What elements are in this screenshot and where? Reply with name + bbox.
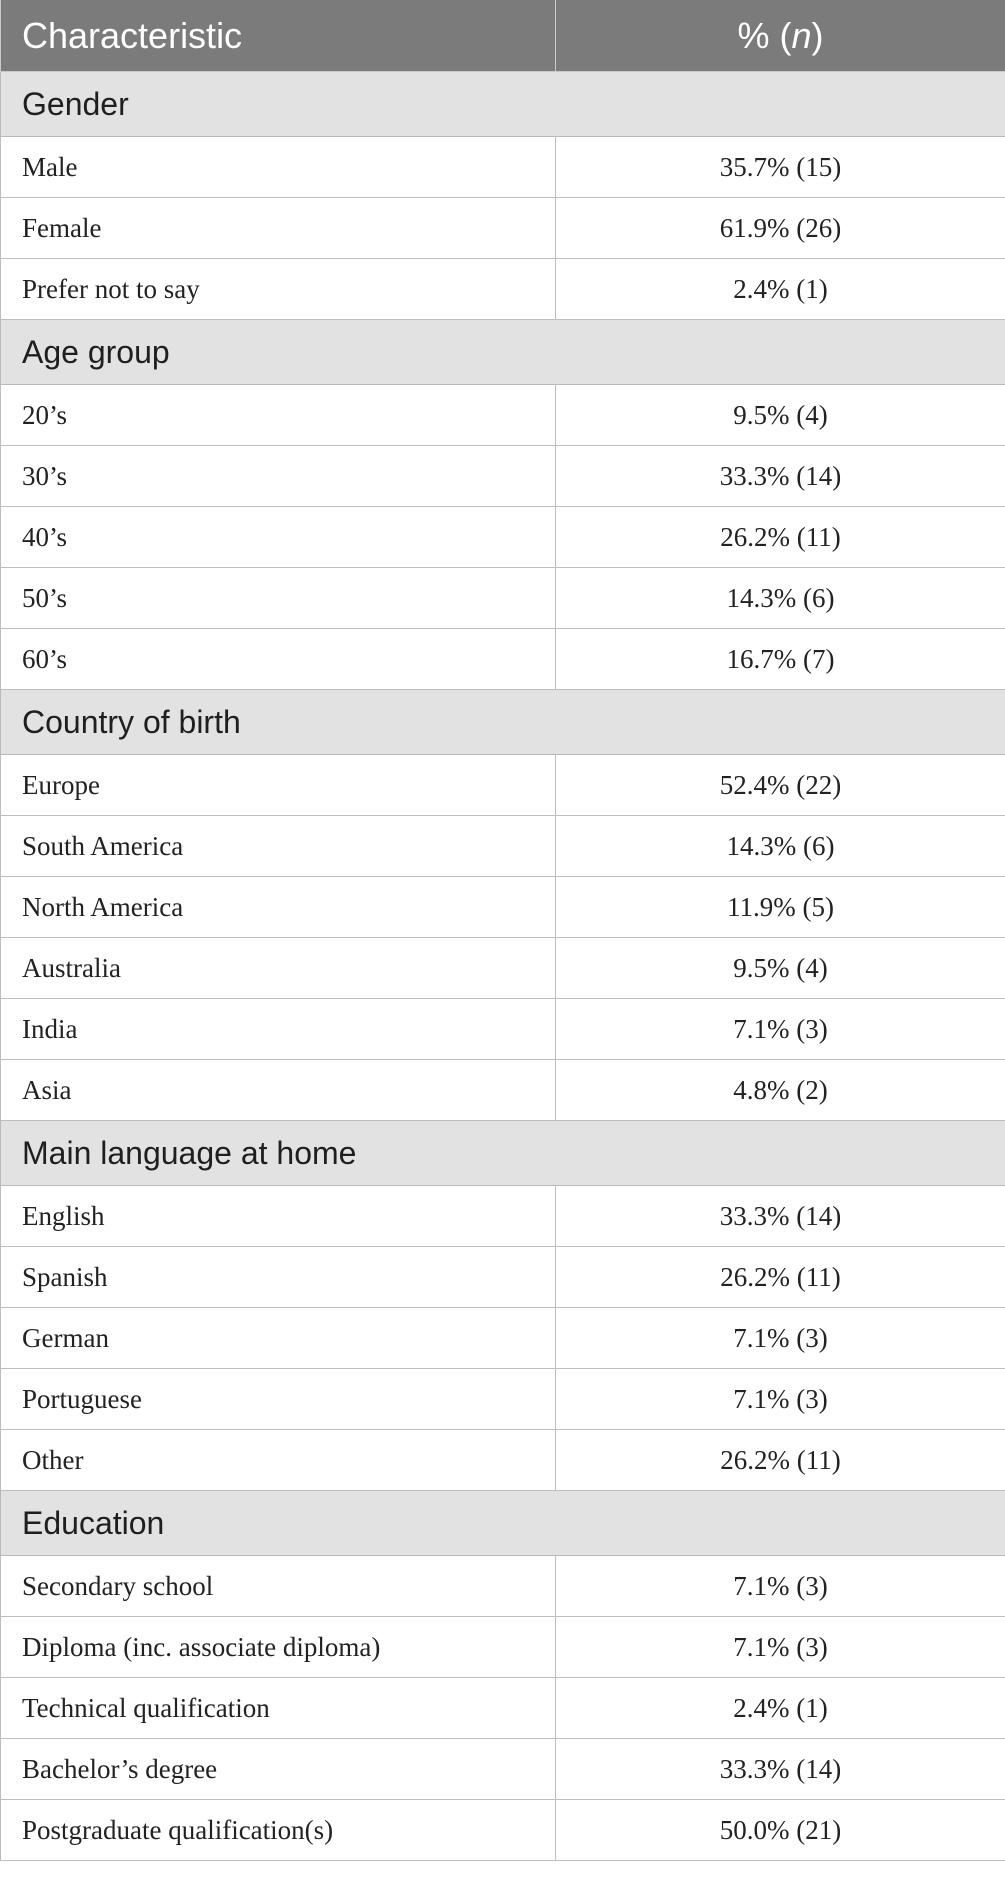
row-value: 52.4% (22) <box>556 755 1005 816</box>
section-title: Gender <box>1 72 1005 137</box>
row-value: 7.1% (3) <box>556 1369 1005 1430</box>
table-row <box>1 1308 1005 1369</box>
table-row <box>1 259 1005 320</box>
table-row <box>1 1247 1005 1308</box>
table-row <box>1 198 1005 259</box>
header-row <box>1 0 1005 72</box>
table-row <box>1 1739 1005 1800</box>
row-value: 35.7% (15) <box>556 137 1005 198</box>
row-label: Prefer not to say <box>1 259 556 320</box>
row-value: 7.1% (3) <box>556 1556 1005 1617</box>
table-row <box>1 137 1005 198</box>
row-label: Australia <box>1 938 556 999</box>
row-label: Portuguese <box>1 1369 556 1430</box>
table-row <box>1 568 1005 629</box>
header-pct-suffix: ) <box>811 14 824 56</box>
table-row <box>1 1556 1005 1617</box>
row-label: Postgraduate qualification(s) <box>1 1800 556 1861</box>
row-value: 16.7% (7) <box>556 629 1005 690</box>
section-title: Country of birth <box>1 690 1005 755</box>
table-row <box>1 755 1005 816</box>
table-row <box>1 1678 1005 1739</box>
row-label: Other <box>1 1430 556 1491</box>
table-row <box>1 999 1005 1060</box>
row-label: Technical qualification <box>1 1678 556 1739</box>
row-value: 61.9% (26) <box>556 198 1005 259</box>
row-label: German <box>1 1308 556 1369</box>
row-value: 14.3% (6) <box>556 816 1005 877</box>
row-value: 4.8% (2) <box>556 1060 1005 1121</box>
row-value: 7.1% (3) <box>556 1617 1005 1678</box>
row-label: 20’s <box>1 385 556 446</box>
row-value: 9.5% (4) <box>556 385 1005 446</box>
section-row-main-language-at-home <box>1 1121 1005 1186</box>
row-value: 2.4% (1) <box>556 259 1005 320</box>
table-row <box>1 629 1005 690</box>
table-row <box>1 385 1005 446</box>
row-value: 14.3% (6) <box>556 568 1005 629</box>
table-row <box>1 1060 1005 1121</box>
row-label: Female <box>1 198 556 259</box>
row-value: 33.3% (14) <box>556 1186 1005 1247</box>
row-value: 7.1% (3) <box>556 999 1005 1060</box>
table-row <box>1 1369 1005 1430</box>
table-row <box>1 1430 1005 1491</box>
row-label: North America <box>1 877 556 938</box>
table-row <box>1 1186 1005 1247</box>
section-row-country-of-birth <box>1 690 1005 755</box>
section-row-education <box>1 1491 1005 1556</box>
row-label: Male <box>1 137 556 198</box>
section-title: Main language at home <box>1 1121 1005 1186</box>
header-percent-n <box>556 0 1005 72</box>
row-label: South America <box>1 816 556 877</box>
table-row <box>1 1617 1005 1678</box>
table-row <box>1 1800 1005 1861</box>
row-label: Secondary school <box>1 1556 556 1617</box>
row-label: English <box>1 1186 556 1247</box>
section-title: Education <box>1 1491 1005 1556</box>
table-row <box>1 816 1005 877</box>
header-pct-prefix: % ( <box>737 14 792 56</box>
section-row-age-group <box>1 320 1005 385</box>
row-value: 11.9% (5) <box>556 877 1005 938</box>
row-value: 9.5% (4) <box>556 938 1005 999</box>
row-value: 26.2% (11) <box>556 507 1005 568</box>
table-row <box>1 446 1005 507</box>
row-label: 40’s <box>1 507 556 568</box>
row-label: Spanish <box>1 1247 556 1308</box>
row-label: India <box>1 999 556 1060</box>
table-row <box>1 938 1005 999</box>
table-row <box>1 877 1005 938</box>
table-row <box>1 507 1005 568</box>
row-label: Bachelor’s degree <box>1 1739 556 1800</box>
row-value: 50.0% (21) <box>556 1800 1005 1861</box>
row-value: 33.3% (14) <box>556 446 1005 507</box>
row-value: 2.4% (1) <box>556 1678 1005 1739</box>
row-value: 26.2% (11) <box>556 1247 1005 1308</box>
table-body <box>1 72 1005 1861</box>
row-label: Asia <box>1 1060 556 1121</box>
row-label: 60’s <box>1 629 556 690</box>
row-label: 50’s <box>1 568 556 629</box>
section-row-gender <box>1 72 1005 137</box>
header-characteristic: Characteristic <box>1 0 556 72</box>
row-value: 33.3% (14) <box>556 1739 1005 1800</box>
row-value: 26.2% (11) <box>556 1430 1005 1491</box>
row-label: 30’s <box>1 446 556 507</box>
section-title: Age group <box>1 320 1005 385</box>
row-value: 7.1% (3) <box>556 1308 1005 1369</box>
row-label: Europe <box>1 755 556 816</box>
header-pct-n: n <box>791 14 812 56</box>
table-header <box>1 0 1005 72</box>
row-label: Diploma (inc. associate diploma) <box>1 1617 556 1678</box>
